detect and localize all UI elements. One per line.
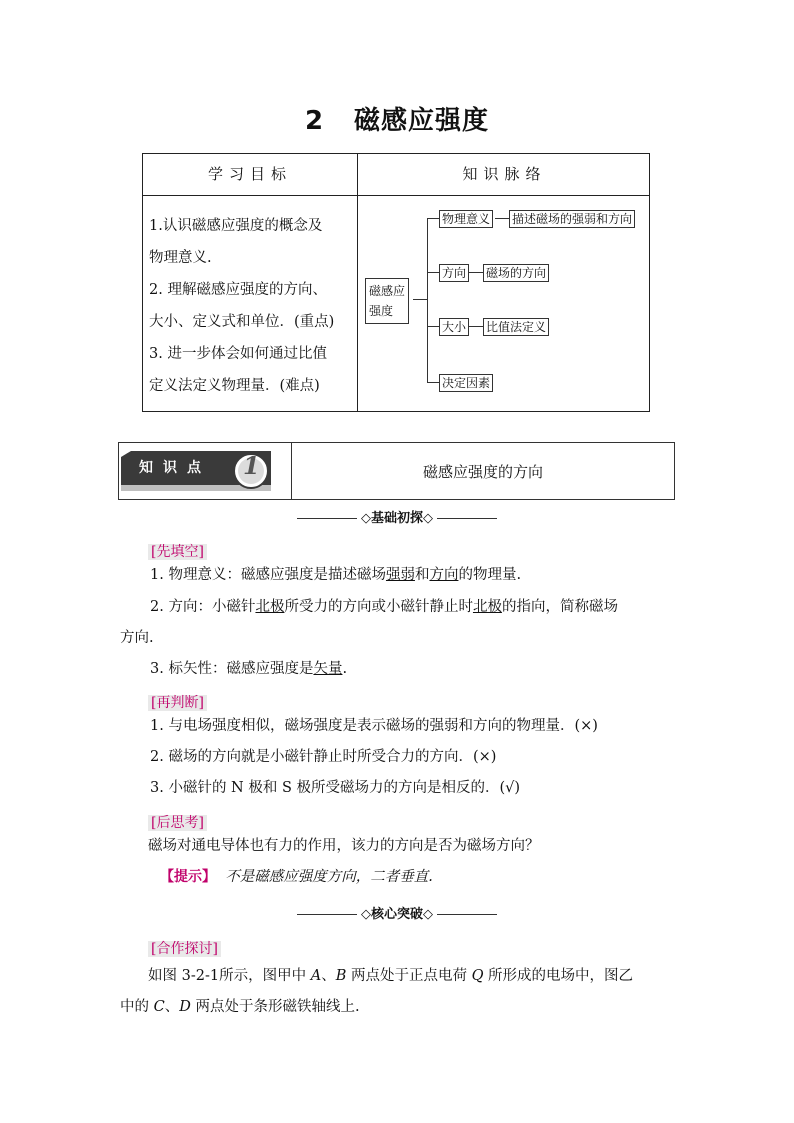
objectives-list [149,210,353,402]
judge-tag: [再判断] [148,692,207,712]
discuss-tag: [合作探讨] [148,938,221,958]
section-title-text: 磁感应强度 [354,106,490,136]
objective-line: 3. 进一步体会如何通过比值 [149,346,327,362]
badge-label: 知识点 [139,460,211,476]
think-hint: 【提示】 不是磁感应强度方向，二者垂直. [160,869,433,885]
mindmap-trunk [427,218,428,382]
mindmap-branch: 大小 [439,318,469,336]
mindmap-root: 磁感应 强度 [365,278,409,324]
page-title [0,100,794,137]
objective-line: 物理意义. [149,250,212,266]
table-divider-horizontal [143,195,649,196]
mindmap-connector [469,326,483,327]
think-tag: [后思考] [148,812,207,832]
mindmap-branch: 决定因素 [439,374,493,392]
mindmap-connector [427,218,439,219]
objective-line: 定义法定义物理量．(难点) [149,378,320,394]
mindmap-connector [427,272,439,273]
fill-item-1: 1. 物理意义：磁感应强度是描述磁场强弱和方向的物理量. [150,567,522,583]
discuss-text-line-2: 中的 C、D 两点处于条形磁铁轴线上. [120,999,360,1015]
discuss-text-line-1: 如图 3-2-1所示，图甲中 A、B 两点处于正点电荷 Q 所形成的电场中，图乙 [148,968,634,984]
badge-number: 1 [243,451,260,480]
table-divider-vertical [357,154,358,411]
mindmap-branch: 物理意义 [439,210,493,228]
section-separator-basic: ◇基础初探◇ [0,507,794,526]
fill-blank-tag: [先填空] [148,541,207,561]
mindmap-detail: 描述磁场的强弱和方向 [509,210,635,228]
mindmap-connector [469,272,483,273]
mindmap-connector [495,218,509,219]
knowledge-point-title: 磁感应强度的方向 [291,443,674,499]
judge-item: 1. 与电场强度相似，磁场强度是表示磁场的强弱和方向的物理量．(×) [150,718,598,734]
mindmap-header: 知识脉络 [462,165,547,183]
objectives-table [142,153,650,412]
judge-item: 3. 小磁针的 N 极和 S 极所受磁场力的方向是相反的．(√) [150,780,521,796]
objective-line: 大小、定义式和单位．(重点) [149,314,335,330]
section-number: 2 [304,106,325,136]
mindmap-connector [427,382,439,383]
judge-item: 2. 磁场的方向就是小磁针静止时所受合力的方向．(×) [150,749,497,765]
mindmap-detail: 比值法定义 [483,318,549,336]
objective-line: 1.认识磁感应强度的概念及 [149,218,323,234]
objective-line: 2. 理解磁感应强度的方向、 [149,282,327,298]
mindmap-branch: 方向 [439,264,469,282]
section-separator-core: ◇核心突破◇ [0,903,794,922]
knowledge-point-banner [118,442,675,500]
mindmap-connector [413,299,427,300]
fill-item-2-continued: 方向. [120,630,154,646]
think-question: 磁场对通电导体也有力的作用，该力的方向是否为磁场方向？ [148,838,540,854]
objectives-header: 学习目标 [207,165,292,183]
mindmap-connector [427,326,439,327]
fill-item-3: 3. 标矢性：磁感应强度是矢量. [150,661,348,677]
fill-item-2: 2. 方向：小磁针北极所受力的方向或小磁针静止时北极的指向，简称磁场 [150,599,618,615]
mindmap-detail: 磁场的方向 [483,264,549,282]
